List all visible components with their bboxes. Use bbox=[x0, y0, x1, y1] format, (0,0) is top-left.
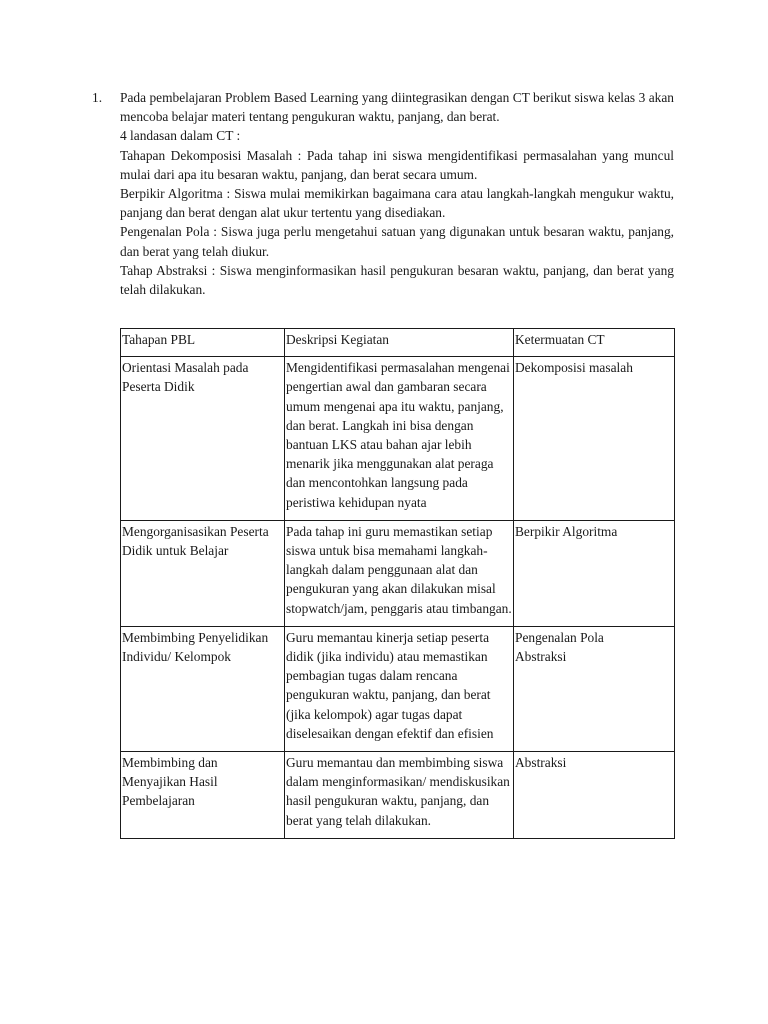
intro-paragraph: Pada pembelajaran Problem Based Learning yang diintegrasikan dengan CT berikut siswa kelas 3 akan mencoba belajar materi tentang pengukuran waktu, panjang, dan berat. bbox=[120, 90, 674, 125]
cell-deskripsi: Mengidentifikasi permasalahan mengenai pengertian awal dan gambaran secara umum mengenai apa itu waktu, panjang, dan berat. Langkah ini bisa dengan bantuan LKS atau bahan ajar lebih menarik jika menggunakan alat peraga dan mencontohkan langsung pada peristiwa kehidupan nyata bbox=[285, 357, 514, 521]
list-item-number: 1. bbox=[92, 90, 103, 105]
ct-label: Dekomposisi masalah bbox=[515, 360, 633, 376]
cell-deskripsi: Guru memantau dan membimbing siswa dalam menginformasikan/ mendiskusikan hasil pengukuran waktu, panjang, dan berat yang telah dilakukan. bbox=[285, 752, 514, 839]
cell-deskripsi: Guru memantau kinerja setiap peserta didik (jika individu) atau memastikan pembagian tugas dalam rencana pengukuran waktu, panjang, dan berat (jika kelompok) agar tugas dapat diselesaikan dengan efektif dan efisien bbox=[285, 626, 514, 751]
foundation-decomposition: Tahapan Dekomposisi Masalah : Pada tahap ini siswa mengidentifikasi permasalahan yang muncul mulai dari apa itu besaran waktu, panjang, dan berat secara umum. bbox=[120, 147, 674, 182]
table-row bbox=[121, 752, 675, 839]
pbl-ct-table bbox=[120, 328, 675, 839]
cell-tahapan: Membimbing Penyelidikan Individu/ Kelompok bbox=[121, 626, 285, 751]
table-row bbox=[121, 357, 675, 521]
table-header-row bbox=[121, 329, 675, 357]
cell-ct bbox=[514, 626, 675, 751]
header-tahapan: Tahapan PBL bbox=[121, 329, 285, 357]
foundation-pattern: Pengenalan Pola : Siswa juga perlu mengetahui satuan yang digunakan untuk besaran waktu, panjang, dan berat yang telah diukur. bbox=[120, 224, 674, 259]
cell-ct bbox=[514, 752, 675, 839]
table-row bbox=[121, 626, 675, 751]
header-deskripsi: Deskripsi Kegiatan bbox=[285, 329, 514, 357]
ct-label: Berpikir Algoritma bbox=[515, 523, 618, 539]
foundations-heading: 4 landasan dalam CT : bbox=[120, 128, 241, 144]
cell-tahapan: Orientasi Masalah pada Peserta Didik bbox=[121, 357, 285, 521]
cell-tahapan: Mengorganisasikan Peserta Didik untuk Belajar bbox=[121, 520, 285, 626]
cell-tahapan: Membimbing dan Menyajikan Hasil Pembelajaran bbox=[121, 752, 285, 839]
header-ct: Ketermuatan CT bbox=[514, 329, 675, 357]
list-item-content bbox=[120, 88, 674, 299]
ct-label: Abstraksi bbox=[515, 755, 567, 771]
cell-ct bbox=[514, 357, 675, 521]
ct-label: Abstraksi bbox=[515, 649, 567, 665]
table-row bbox=[121, 520, 675, 626]
ct-label: Pengenalan Pola bbox=[515, 629, 604, 645]
cell-ct bbox=[514, 520, 675, 626]
foundation-abstraction: Tahap Abstraksi : Siswa menginformasikan hasil pengukuran besaran waktu, panjang, dan berat yang telah dilakukan. bbox=[120, 262, 674, 298]
foundation-algorithm: Berpikir Algoritma : Siswa mulai memikirkan bagaimana cara atau langkah-langkah mengukur waktu, panjang dan berat dengan alat ukur tertentu yang disediakan. bbox=[120, 186, 674, 221]
cell-deskripsi: Pada tahap ini guru memastikan setiap siswa untuk bisa memahami langkah-langkah dalam penggunaan alat dan pengukuran yang akan dilakukan misal stopwatch/jam, penggaris atau timbangan. bbox=[285, 520, 514, 626]
